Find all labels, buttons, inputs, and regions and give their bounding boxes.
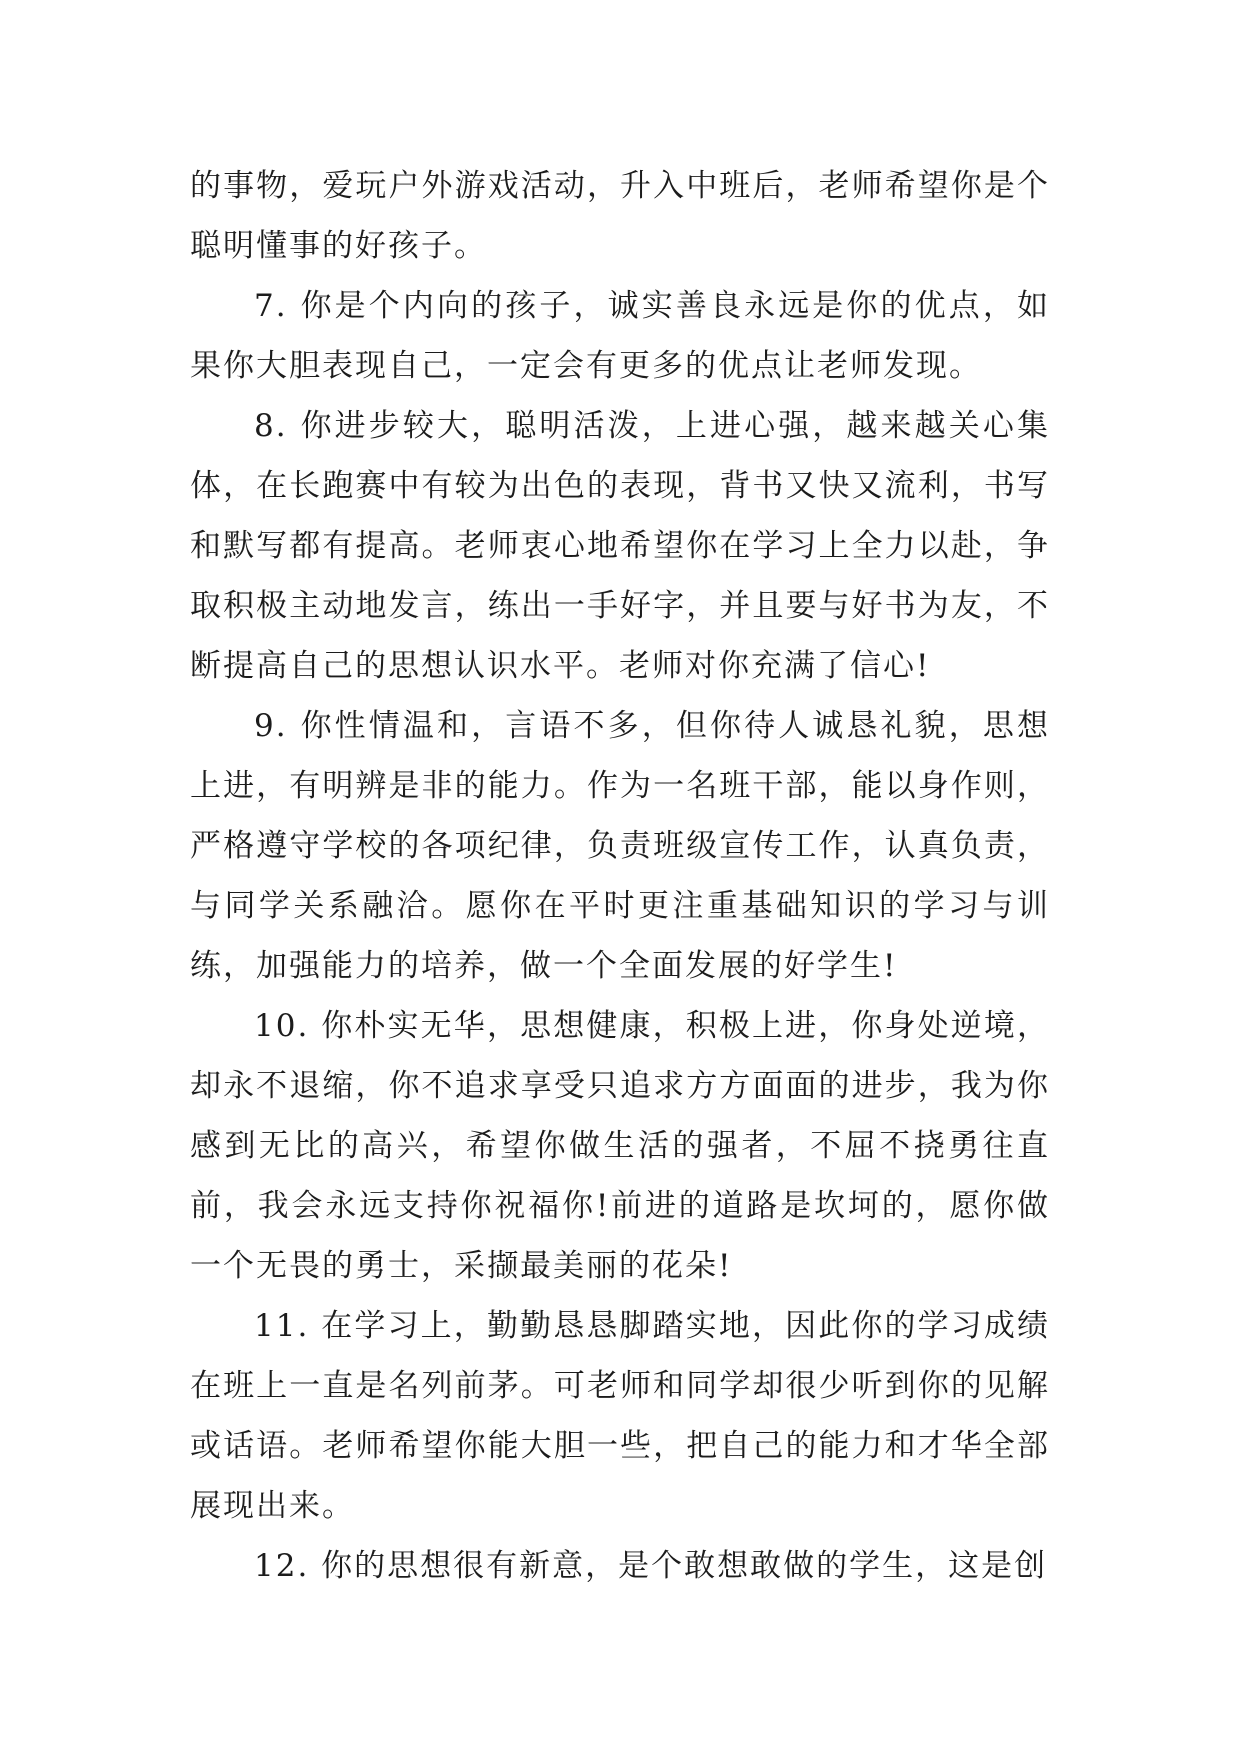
paragraph-number: 10. <box>254 1008 310 1044</box>
paragraph-number: 7. <box>254 288 288 324</box>
paragraph-8 <box>190 396 1050 696</box>
paragraph-9 <box>190 696 1050 996</box>
paragraph-number: 9. <box>254 708 288 744</box>
paragraph-text: 的事物，爱玩户外游戏活动，升入中班后，老师希望你是个聪明懂事的好孩子。 <box>190 168 1050 264</box>
paragraph-number: 8. <box>254 408 288 444</box>
paragraph-12 <box>190 1536 1050 1596</box>
document-body <box>190 156 1050 1596</box>
paragraph-text: 在学习上，勤勤恳恳脚踏实地，因此你的学习成绩在班上一直是名列前茅。可老师和同学却很少听到你的见解或话语。老师希望你能大胆一些，把自己的能力和才华全部展现出来。 <box>190 1308 1050 1524</box>
paragraph-text: 你的思想很有新意，是个敢想敢做的学生，这是创 <box>321 1548 1048 1584</box>
paragraph-text: 你朴实无华，思想健康，积极上进，你身处逆境，却永不退缩，你不追求享受只追求方方面面的进步，我为你感到无比的高兴，希望你做生活的强者，不屈不挠勇往直前，我会永远支持你祝福你!前进的道路是坎坷的，愿你做一个无畏的勇士，采撷最美丽的花朵! <box>190 1008 1050 1284</box>
paragraph-text: 你性情温和，言语不多，但你待人诚恳礼貌，思想上进，有明辨是非的能力。作为一名班干部，能以身作则，严格遵守学校的各项纪律，负责班级宣传工作，认真负责，与同学关系融洽。愿你在平时更注重基础知识的学习与训练，加强能力的培养，做一个全面发展的好学生! <box>190 708 1051 984</box>
paragraph-7 <box>190 276 1050 396</box>
paragraph-text: 你是个内向的孩子，诚实善良永远是你的优点，如果你大胆表现自己，一定会有更多的优点让老师发现。 <box>190 288 1051 384</box>
paragraph-continued <box>190 156 1050 276</box>
paragraph-number: 11. <box>254 1308 310 1344</box>
paragraph-11 <box>190 1296 1050 1536</box>
paragraph-10 <box>190 996 1050 1296</box>
paragraph-text: 你进步较大，聪明活泼，上进心强，越来越关心集体，在长跑赛中有较为出色的表现，背书又快又流利，书写和默写都有提高。老师衷心地希望你在学习上全力以赴，争取积极主动地发言，练出一手好字，并且要与好书为友，不断提高自己的思想认识水平。老师对你充满了信心! <box>190 408 1051 684</box>
paragraph-number: 12. <box>254 1548 310 1584</box>
